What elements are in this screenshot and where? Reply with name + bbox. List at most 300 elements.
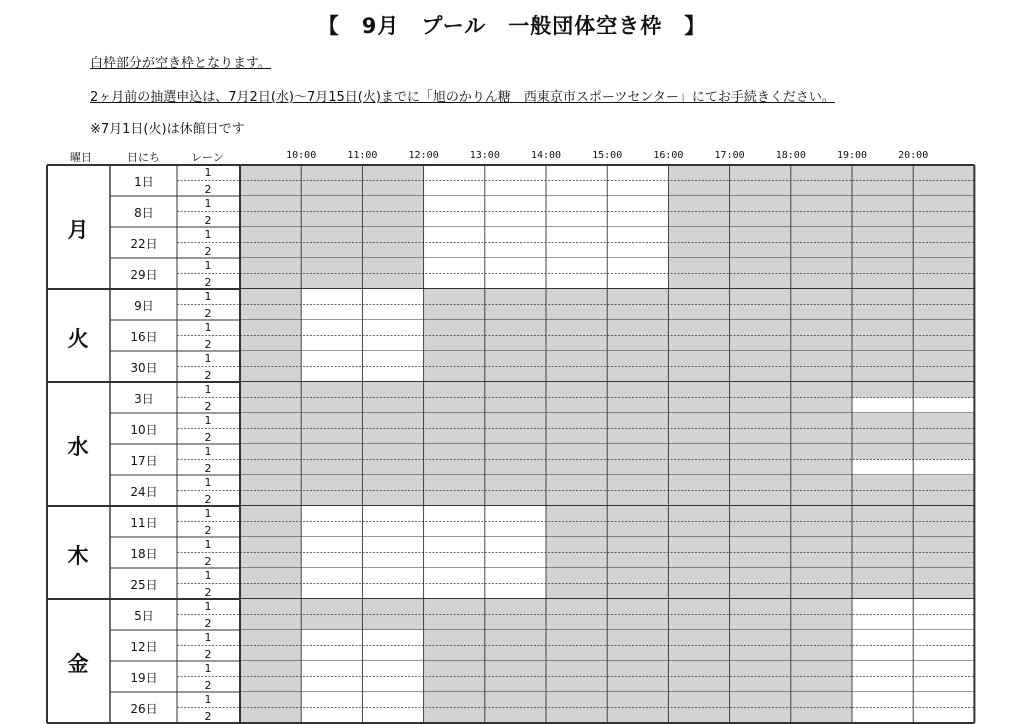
slot-cell <box>607 646 668 662</box>
lane-number: 1 <box>204 662 212 675</box>
slot-cell <box>852 615 913 631</box>
slot-cell <box>668 584 729 600</box>
slot-cell <box>730 320 791 336</box>
slot-cell <box>424 289 485 305</box>
slot-cell <box>362 305 423 321</box>
slot-cell <box>607 692 668 708</box>
slot-cell <box>424 305 485 321</box>
slot-cell <box>791 584 852 600</box>
lane-number: 2 <box>204 461 212 475</box>
slot-cell <box>791 646 852 662</box>
slot-cell <box>485 351 546 367</box>
slot-cell <box>301 475 362 491</box>
slot-cell <box>424 522 485 538</box>
lane-number: 2 <box>204 244 212 258</box>
slot-cell <box>240 429 301 445</box>
slot-cell <box>240 475 301 491</box>
slot-cell <box>730 506 791 522</box>
header-weekday: 曜日 <box>70 151 92 164</box>
slot-cell <box>485 460 546 476</box>
date-label: 24日 <box>130 485 158 499</box>
slot-cell <box>668 305 729 321</box>
slot-cell <box>424 243 485 259</box>
slot-cell <box>730 599 791 615</box>
slot-cell <box>913 181 974 197</box>
slot-cell <box>852 289 913 305</box>
slot-cell <box>668 413 729 429</box>
slot-cell <box>668 630 729 646</box>
slot-cell <box>546 568 607 584</box>
slot-cell <box>791 212 852 228</box>
lane-number: 1 <box>204 197 212 210</box>
slot-cell <box>485 398 546 414</box>
slot-cell <box>607 584 668 600</box>
slot-cell <box>607 196 668 212</box>
slot-cell <box>791 413 852 429</box>
slot-cell <box>668 165 729 181</box>
slot-cell <box>301 553 362 569</box>
time-label: 15:00 <box>592 150 623 161</box>
weekday-label: 木 <box>67 543 89 568</box>
slot-cell <box>485 677 546 693</box>
slot-cell <box>913 305 974 321</box>
lane-number: 2 <box>204 678 212 692</box>
lane-number: 2 <box>204 616 212 630</box>
slot-cell <box>730 646 791 662</box>
slot-cell <box>607 475 668 491</box>
slot-cell <box>791 692 852 708</box>
lane-number: 1 <box>204 414 212 427</box>
slot-cell <box>301 181 362 197</box>
slot-cell <box>485 305 546 321</box>
slot-cell <box>913 537 974 553</box>
slot-cell <box>424 568 485 584</box>
slot-cell <box>852 584 913 600</box>
slot-cell <box>791 382 852 398</box>
slot-cell <box>730 661 791 677</box>
slot-cell <box>607 615 668 631</box>
slot-cell <box>546 336 607 352</box>
slot-cell <box>362 568 423 584</box>
slot-cell <box>913 398 974 414</box>
time-label: 16:00 <box>653 150 684 161</box>
slot-cell <box>485 599 546 615</box>
slot-cell <box>668 429 729 445</box>
slot-cell <box>546 475 607 491</box>
slot-cell <box>240 165 301 181</box>
slot-cell <box>485 367 546 383</box>
time-label: 18:00 <box>775 150 806 161</box>
date-label: 5日 <box>134 609 154 623</box>
slot-cell <box>668 460 729 476</box>
slot-cell <box>791 227 852 243</box>
slot-cell <box>730 568 791 584</box>
slot-cell <box>852 677 913 693</box>
slot-cell <box>362 615 423 631</box>
slot-cell <box>791 196 852 212</box>
header-date: 日にち <box>127 151 160 164</box>
slot-cell <box>485 491 546 507</box>
slot-cell <box>852 630 913 646</box>
slot-cell <box>301 336 362 352</box>
slot-cell <box>668 553 729 569</box>
slot-cell <box>913 677 974 693</box>
slot-cell <box>546 305 607 321</box>
slot-cell <box>852 692 913 708</box>
time-label: 14:00 <box>530 150 562 161</box>
slot-cell <box>607 553 668 569</box>
slot-cell <box>301 212 362 228</box>
slot-cell <box>485 630 546 646</box>
slot-cell <box>362 274 423 290</box>
slot-cell <box>668 382 729 398</box>
slot-cell <box>730 258 791 274</box>
slot-cell <box>240 568 301 584</box>
slot-cell <box>240 181 301 197</box>
slot-cell <box>913 336 974 352</box>
slot-cell <box>240 553 301 569</box>
slot-cell <box>362 336 423 352</box>
lane-number: 1 <box>204 321 212 334</box>
slot-cell <box>607 398 668 414</box>
slot-cell <box>301 568 362 584</box>
slot-cell <box>852 305 913 321</box>
slot-cell <box>791 367 852 383</box>
slot-cell <box>485 258 546 274</box>
slot-cell <box>546 243 607 259</box>
slot-cell <box>301 258 362 274</box>
slot-cell <box>852 537 913 553</box>
weekday-label: 火 <box>67 326 89 351</box>
slot-cell <box>362 196 423 212</box>
slot-cell <box>546 630 607 646</box>
time-label: 20:00 <box>898 150 929 161</box>
lane-number: 2 <box>204 709 212 723</box>
slot-cell <box>424 661 485 677</box>
slot-cell <box>791 661 852 677</box>
slot-cell <box>424 630 485 646</box>
slot-cell <box>424 506 485 522</box>
slot-cell <box>546 398 607 414</box>
slot-cell <box>362 584 423 600</box>
slot-cell <box>240 599 301 615</box>
slot-cell <box>607 661 668 677</box>
slot-cell <box>362 367 423 383</box>
slot-cell <box>362 258 423 274</box>
time-label: 10:00 <box>286 150 317 161</box>
slot-cell <box>791 537 852 553</box>
slot-cell <box>362 181 423 197</box>
lane-number: 1 <box>204 631 212 644</box>
slot-cell <box>852 196 913 212</box>
slot-cell <box>913 165 974 181</box>
slot-cell <box>852 320 913 336</box>
lane-number: 1 <box>204 538 212 551</box>
slot-cell <box>852 212 913 228</box>
slot-cell <box>668 568 729 584</box>
slot-cell <box>607 677 668 693</box>
slot-cell <box>362 708 423 724</box>
time-label: 12:00 <box>408 150 439 161</box>
lane-number: 2 <box>204 337 212 351</box>
slot-cell <box>240 382 301 398</box>
slot-cell <box>607 227 668 243</box>
slot-cell <box>546 258 607 274</box>
slot-cell <box>668 243 729 259</box>
slot-cell <box>546 661 607 677</box>
weekday-label: 金 <box>67 652 89 676</box>
slot-cell <box>913 227 974 243</box>
slot-cell <box>240 212 301 228</box>
slot-cell <box>913 367 974 383</box>
slot-cell <box>240 258 301 274</box>
slot-cell <box>301 243 362 259</box>
slot-cell <box>607 537 668 553</box>
slot-cell <box>424 475 485 491</box>
slot-cell <box>852 475 913 491</box>
slot-cell <box>485 537 546 553</box>
slot-cell <box>730 475 791 491</box>
weekday-label: 月 <box>67 218 89 242</box>
slot-cell <box>240 196 301 212</box>
slot-cell <box>730 398 791 414</box>
slot-cell <box>240 243 301 259</box>
slot-cell <box>424 382 485 398</box>
slot-cell <box>607 708 668 724</box>
slot-cell <box>607 274 668 290</box>
slot-cell <box>362 165 423 181</box>
slot-cell <box>852 181 913 197</box>
slot-cell <box>913 258 974 274</box>
slot-cell <box>852 708 913 724</box>
slot-cell <box>913 212 974 228</box>
slot-cell <box>852 413 913 429</box>
slot-cell <box>607 289 668 305</box>
slot-cell <box>424 677 485 693</box>
slot-cell <box>791 568 852 584</box>
slot-cell <box>546 212 607 228</box>
time-label: 19:00 <box>836 150 868 161</box>
slot-cell <box>424 708 485 724</box>
slot-cell <box>791 708 852 724</box>
slot-cell <box>791 243 852 259</box>
page-title: 【 9月 プール 一般団体空き枠 】 <box>317 14 707 38</box>
slot-cell <box>424 367 485 383</box>
slot-cell <box>791 630 852 646</box>
slot-cell <box>730 522 791 538</box>
date-label: 26日 <box>130 702 158 716</box>
slot-cell <box>362 677 423 693</box>
slot-cell <box>240 413 301 429</box>
slot-cell <box>485 336 546 352</box>
slot-cell <box>791 336 852 352</box>
slot-cell <box>730 274 791 290</box>
slot-cell <box>913 429 974 445</box>
slot-cell <box>240 491 301 507</box>
lane-number: 2 <box>204 275 212 289</box>
slot-cell <box>607 599 668 615</box>
slot-cell <box>301 630 362 646</box>
slot-cell <box>607 444 668 460</box>
slot-cell <box>362 227 423 243</box>
slot-cell <box>791 615 852 631</box>
slot-cell <box>668 258 729 274</box>
slot-cell <box>301 646 362 662</box>
slot-cell <box>668 289 729 305</box>
slot-cell <box>791 305 852 321</box>
slot-cell <box>668 677 729 693</box>
slot-cell <box>362 320 423 336</box>
slot-cell <box>730 227 791 243</box>
note-lottery-application: 2ヶ月前の抽選申込は、7月2日(水)～7月15日(火)までに「旭のかりん糖 西東京市スポーツセンター」にてお手続きください。 <box>90 90 835 105</box>
slot-cell <box>485 522 546 538</box>
slot-cell <box>730 336 791 352</box>
slot-cell <box>913 196 974 212</box>
date-label: 29日 <box>130 268 158 282</box>
slot-cell <box>362 444 423 460</box>
slot-cell <box>913 491 974 507</box>
slot-cell <box>852 351 913 367</box>
slot-cell <box>546 584 607 600</box>
slot-cell <box>546 677 607 693</box>
slot-cell <box>546 181 607 197</box>
slot-cell <box>852 336 913 352</box>
lane-number: 2 <box>204 368 212 382</box>
slot-cell <box>913 413 974 429</box>
slot-cell <box>913 708 974 724</box>
slot-cell <box>301 661 362 677</box>
slot-cell <box>301 460 362 476</box>
slot-cell <box>362 553 423 569</box>
lane-number: 1 <box>204 693 212 706</box>
slot-cell <box>546 289 607 305</box>
slot-cell <box>546 522 607 538</box>
slot-cell <box>791 491 852 507</box>
slot-cell <box>546 599 607 615</box>
slot-cell <box>668 320 729 336</box>
slot-cell <box>485 615 546 631</box>
slot-cell <box>852 491 913 507</box>
slot-cell <box>730 165 791 181</box>
slot-cell <box>668 522 729 538</box>
lane-number: 2 <box>204 647 212 661</box>
slot-cell <box>607 413 668 429</box>
slot-cell <box>424 553 485 569</box>
slot-cell <box>607 243 668 259</box>
slot-cell <box>852 506 913 522</box>
slot-cell <box>668 537 729 553</box>
slot-cell <box>301 227 362 243</box>
slot-cell <box>424 212 485 228</box>
slot-cell <box>362 661 423 677</box>
slot-cell <box>362 289 423 305</box>
slot-cell <box>668 708 729 724</box>
slot-cell <box>668 181 729 197</box>
slot-cell <box>730 243 791 259</box>
slot-cell <box>607 305 668 321</box>
slot-cell <box>424 599 485 615</box>
date-label: 1日 <box>134 175 154 189</box>
slot-cell <box>730 584 791 600</box>
slot-cell <box>852 553 913 569</box>
slot-cell <box>485 382 546 398</box>
slot-cell <box>424 320 485 336</box>
slot-cell <box>913 382 974 398</box>
slot-cell <box>607 522 668 538</box>
lane-number: 1 <box>204 507 212 520</box>
slot-cell <box>546 444 607 460</box>
slot-cell <box>791 351 852 367</box>
slot-cell <box>730 367 791 383</box>
slot-cell <box>607 212 668 228</box>
slot-cell <box>607 258 668 274</box>
lane-number: 2 <box>204 492 212 506</box>
slot-cell <box>546 646 607 662</box>
slot-cell <box>852 243 913 259</box>
date-label: 9日 <box>134 299 154 313</box>
slot-cell <box>424 584 485 600</box>
slot-cell <box>913 506 974 522</box>
slot-cell <box>668 491 729 507</box>
slot-cell <box>485 429 546 445</box>
note-closed-day: ※7月1日(火)は休館日です <box>90 122 245 137</box>
slot-cell <box>424 491 485 507</box>
slot-cell <box>913 553 974 569</box>
slot-cell <box>668 227 729 243</box>
slot-cell <box>730 382 791 398</box>
slot-cell <box>485 212 546 228</box>
slot-cell <box>362 491 423 507</box>
note-available-slots: 白枠部分が空き枠となります。 <box>90 56 271 71</box>
slot-cell <box>852 522 913 538</box>
slot-cell <box>240 677 301 693</box>
slot-cell <box>362 212 423 228</box>
slot-cell <box>424 227 485 243</box>
slot-cell <box>852 227 913 243</box>
slot-cell <box>730 630 791 646</box>
slot-cell <box>852 429 913 445</box>
slot-cell <box>301 584 362 600</box>
slot-cell <box>607 351 668 367</box>
slot-cell <box>546 692 607 708</box>
slot-cell <box>240 522 301 538</box>
slot-cell <box>485 646 546 662</box>
slot-cell <box>485 243 546 259</box>
slot-cell <box>240 537 301 553</box>
slot-cell <box>362 475 423 491</box>
slot-cell <box>913 522 974 538</box>
slot-cell <box>485 289 546 305</box>
date-label: 12日 <box>130 640 158 654</box>
slot-cell <box>424 336 485 352</box>
slot-cell <box>546 227 607 243</box>
slot-cell <box>240 274 301 290</box>
slot-cell <box>668 351 729 367</box>
slot-cell <box>607 630 668 646</box>
time-label: 17:00 <box>714 150 745 161</box>
lane-number: 2 <box>204 554 212 568</box>
slot-cell <box>852 444 913 460</box>
date-label: 10日 <box>130 423 158 437</box>
slot-cell <box>791 506 852 522</box>
slot-cell <box>362 243 423 259</box>
slot-cell <box>485 274 546 290</box>
slot-cell <box>791 165 852 181</box>
slot-cell <box>424 460 485 476</box>
lane-number: 1 <box>204 476 212 489</box>
slot-cell <box>791 475 852 491</box>
slot-cell <box>852 165 913 181</box>
